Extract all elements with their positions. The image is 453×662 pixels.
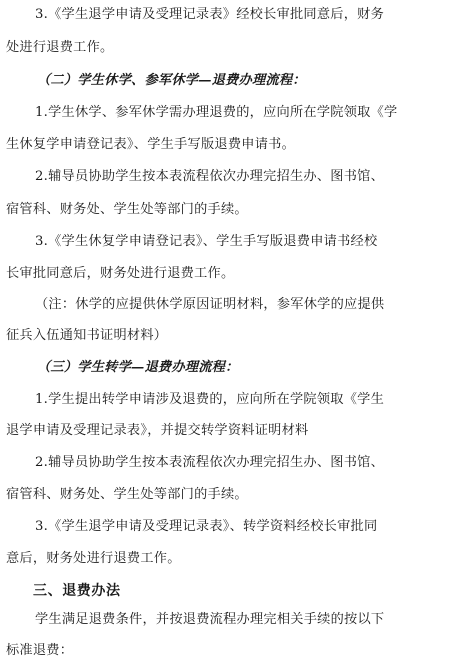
section-heading-transfer: （三）学生转学—退费办理流程： [37, 360, 239, 375]
paragraph-line: 长审批同意后，财务处进行退费工作。 [6, 266, 235, 281]
paragraph-line: 3.《学生退学申请及受理记录表》、转学资料经校长审批同 [35, 519, 378, 534]
paragraph-line: 意后，财务处进行退费工作。 [6, 551, 181, 566]
note-line: 征兵入伍通知书证明材料） [6, 328, 168, 343]
paragraph-line: 3.《学生退学申请及受理记录表》经校长审批同意后，财务 [35, 7, 385, 22]
paragraph-line: 2.辅导员协助学生按本表流程依次办理完招生办、图书馆、 [35, 169, 385, 184]
paragraph-line: 3.《学生休复学申请登记表》、学生手写版退费申请书经校 [35, 234, 378, 249]
section-heading-suspension: （二）学生休学、参军休学—退费办理流程： [37, 73, 306, 88]
paragraph-line: 1.学生提出转学申请涉及退费的，应向所在学院领取《学生 [35, 392, 385, 407]
paragraph-line: 标准退费： [6, 643, 74, 658]
note-line: （注：休学的应提供休学原因证明材料，参军休学的应提供 [35, 297, 385, 312]
section-heading-refund-method: 三、退费办法 [33, 583, 121, 599]
paragraph-line: 退学申请及受理记录表》，并提交转学资料证明材料 [6, 423, 309, 438]
paragraph-line: 学生满足退费条件，并按退费流程办理完相关手续的按以下 [35, 612, 385, 627]
paragraph-line: 生休复学申请登记表》、学生手写版退费申请书。 [6, 137, 296, 152]
paragraph-line: 宿管科、财务处、学生处等部门的手续。 [6, 202, 248, 217]
paragraph-line: 宿管科、财务处、学生处等部门的手续。 [6, 487, 248, 502]
paragraph-line: 2.辅导员协助学生按本表流程依次办理完招生办、图书馆、 [35, 455, 385, 470]
paragraph-line: 1.学生休学、参军休学需办理退费的，应向所在学院领取《学 [35, 105, 398, 120]
paragraph-line: 处进行退费工作。 [6, 40, 114, 55]
